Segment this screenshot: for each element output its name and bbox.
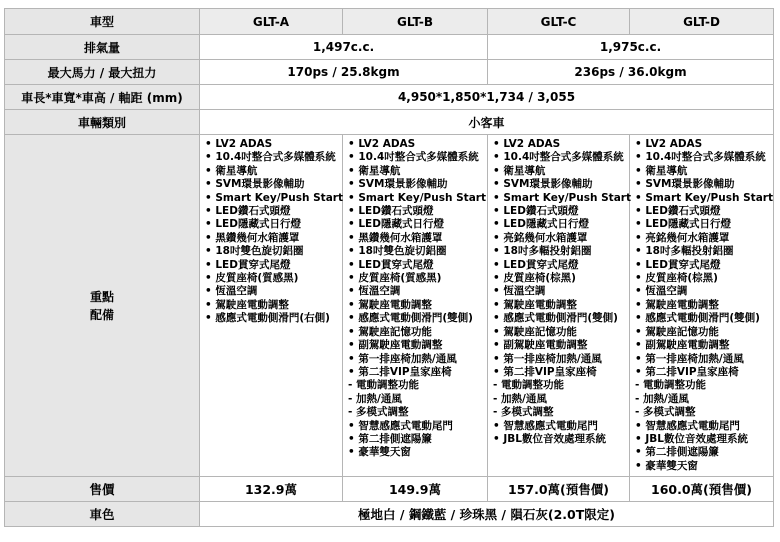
category-row <box>5 110 774 135</box>
feature-item: • 衛星導航 <box>493 164 546 177</box>
feature-item: • Smart Key/Push Start <box>635 191 773 204</box>
feature-item: • 駕駛座電動調整 <box>635 298 719 311</box>
displacement-a-b: 1,497c.c. <box>200 35 488 60</box>
feature-item: • 副駕駛座電動調整 <box>348 339 443 352</box>
feature-item: • 皮質座椅(質感黑) <box>205 272 299 285</box>
feature-item: • 感應式電動側滑門(雙側) <box>493 312 618 325</box>
feature-item: • 第二排VIP皇家座椅 <box>348 365 452 378</box>
displacement-c-d: 1,975c.c. <box>488 35 774 60</box>
dimensions-label: 車長*車寬*車高 / 軸距 (mm) <box>5 85 200 110</box>
feature-item: • 亮銘幾何水箱護罩 <box>635 231 730 244</box>
feature-item: • 皮質座椅(棕黑) <box>493 272 576 285</box>
feature-item: - 加熱/通風 <box>348 392 402 405</box>
features-c <box>488 135 630 477</box>
feature-item: • 智慧感應式電動尾門 <box>635 419 740 432</box>
feature-item: • 10.4吋整合式多媒體系統 <box>348 151 479 164</box>
feature-item: - 多模式調整 <box>635 406 696 419</box>
feature-item: • 第二排側遮陽簾 <box>348 432 432 445</box>
power-c-d: 236ps / 36.0kgm <box>488 60 774 85</box>
dimensions-value: 4,950*1,850*1,734 / 3,055 <box>200 85 774 110</box>
model-label: 車型 <box>5 9 200 35</box>
features-label <box>5 135 200 477</box>
feature-item: • 感應式電動側滑門(右側) <box>205 312 330 325</box>
feature-item: • 豪華雙天窗 <box>635 459 698 472</box>
feature-item: • 第二排VIP皇家座椅 <box>493 365 597 378</box>
feature-item: • 智慧感應式電動尾門 <box>348 419 453 432</box>
feature-item: • SVM環景影像輔助 <box>493 178 593 191</box>
feature-item: • 皮質座椅(質感黑) <box>348 272 442 285</box>
feature-item: • Smart Key/Push Start <box>348 191 486 204</box>
header-row <box>5 9 774 35</box>
features-b <box>343 135 488 477</box>
feature-item: • 18吋多輻投射鋁圈 <box>493 245 592 258</box>
category-label: 車輛類別 <box>5 110 200 135</box>
feature-item: • 副駕駛座電動調整 <box>635 339 730 352</box>
feature-item: • 感應式電動側滑門(雙側) <box>635 312 760 325</box>
feature-item: • LV2 ADAS <box>493 138 561 150</box>
spec-table <box>4 8 774 527</box>
colors-label: 車色 <box>5 502 200 527</box>
price-a: 132.9萬 <box>200 477 343 502</box>
feature-item: • 駕駛座電動調整 <box>348 298 432 311</box>
feature-item: • 駕駛座電動調整 <box>205 298 289 311</box>
feature-item: • LED隱藏式日行燈 <box>635 218 731 231</box>
feature-item: • 18吋多輻投射鋁圈 <box>635 245 734 258</box>
feature-item: • LED鑽石式頭燈 <box>348 205 434 218</box>
feature-item: • LED隱藏式日行燈 <box>493 218 589 231</box>
feature-item: • 駕駛座電動調整 <box>493 298 577 311</box>
feature-item: • 衛星導航 <box>348 164 401 177</box>
feature-item: • 亮銘幾何水箱護罩 <box>493 231 588 244</box>
feature-item: • 駕駛座記憶功能 <box>493 325 577 338</box>
model-header-d: GLT-D <box>630 9 774 35</box>
price-b: 149.9萬 <box>343 477 488 502</box>
feature-item: • LED貫穿式尾燈 <box>348 258 434 271</box>
feature-item: • SVM環景影像輔助 <box>348 178 448 191</box>
feature-item: • 衛星導航 <box>635 164 688 177</box>
feature-item: • LED鑽石式頭燈 <box>205 205 291 218</box>
category-value: 小客車 <box>200 110 774 135</box>
feature-item: • 黑鑽幾何水箱護罩 <box>205 231 300 244</box>
feature-item: • LED隱藏式日行燈 <box>348 218 444 231</box>
feature-item: • 10.4吋整合式多媒體系統 <box>635 151 766 164</box>
feature-item: • 第二排側遮陽簾 <box>635 446 719 459</box>
feature-item: • 第二排VIP皇家座椅 <box>635 365 739 378</box>
displacement-label: 排氣量 <box>5 35 200 60</box>
features-a <box>200 135 343 477</box>
feature-item: • 恆溫空調 <box>635 285 688 298</box>
model-header-c: GLT-C <box>488 9 630 35</box>
feature-item: • 恆溫空調 <box>348 285 401 298</box>
feature-item: • LED鑽石式頭燈 <box>493 205 579 218</box>
price-label: 售價 <box>5 477 200 502</box>
feature-item: • 恆溫空調 <box>493 285 546 298</box>
feature-item: • LED貫穿式尾燈 <box>205 258 291 271</box>
model-header-b: GLT-B <box>343 9 488 35</box>
feature-item: • 皮質座椅(棕黑) <box>635 272 718 285</box>
price-d: 160.0萬(預售價) <box>630 477 774 502</box>
feature-item: • LV2 ADAS <box>635 138 703 150</box>
feature-item: - 加熱/通風 <box>493 392 547 405</box>
feature-item: • 衛星導航 <box>205 164 258 177</box>
features-label-line2: 配備 <box>89 307 114 322</box>
feature-item: • 第一排座椅加熱/通風 <box>493 352 602 365</box>
feature-item: • JBL數位音效處理系統 <box>635 432 748 445</box>
feature-item: - 多模式調整 <box>348 406 409 419</box>
features-row <box>5 135 774 477</box>
feature-item: • SVM環景影像輔助 <box>635 178 735 191</box>
feature-item: • Smart Key/Push Start <box>493 191 631 204</box>
feature-item: • 恆溫空調 <box>205 285 258 298</box>
feature-item: • 10.4吋整合式多媒體系統 <box>493 151 624 164</box>
feature-item: • 黑鑽幾何水箱護罩 <box>348 231 443 244</box>
feature-item: • 副駕駛座電動調整 <box>493 339 588 352</box>
features-d <box>630 135 774 477</box>
feature-item: - 電動調整功能 <box>635 379 707 392</box>
feature-item: • LV2 ADAS <box>348 138 416 150</box>
feature-item: • LED隱藏式日行燈 <box>205 218 301 231</box>
feature-item: • 智慧感應式電動尾門 <box>493 419 598 432</box>
colors-value: 極地白 / 鋼鐵藍 / 珍珠黑 / 隕石灰(2.0T限定) <box>200 502 774 527</box>
model-header-a: GLT-A <box>200 9 343 35</box>
power-label: 最大馬力 / 最大扭力 <box>5 60 200 85</box>
power-a-b: 170ps / 25.8kgm <box>200 60 488 85</box>
feature-item: - 多模式調整 <box>493 406 554 419</box>
feature-item: • 駕駛座記憶功能 <box>348 325 432 338</box>
dimensions-row <box>5 85 774 110</box>
feature-item: - 電動調整功能 <box>493 379 565 392</box>
feature-item: - 電動調整功能 <box>348 379 420 392</box>
feature-item: • 第一排座椅加熱/通風 <box>348 352 457 365</box>
feature-item: • SVM環景影像輔助 <box>205 178 305 191</box>
feature-item: • 18吋雙色旋切鋁圈 <box>348 245 447 258</box>
feature-item: • 感應式電動側滑門(雙側) <box>348 312 473 325</box>
feature-item: • JBL數位音效處理系統 <box>493 432 606 445</box>
displacement-row <box>5 35 774 60</box>
feature-item: • 第一排座椅加熱/通風 <box>635 352 744 365</box>
power-row <box>5 60 774 85</box>
feature-item: - 加熱/通風 <box>635 392 689 405</box>
feature-item: • LED貫穿式尾燈 <box>493 258 579 271</box>
feature-item: • LV2 ADAS <box>205 138 273 150</box>
feature-item: • 10.4吋整合式多媒體系統 <box>205 151 336 164</box>
feature-item: • Smart Key/Push Start <box>205 191 343 204</box>
price-row <box>5 477 774 502</box>
feature-item: • 18吋雙色旋切鋁圈 <box>205 245 304 258</box>
feature-item: • LED貫穿式尾燈 <box>635 258 721 271</box>
price-c: 157.0萬(預售價) <box>488 477 630 502</box>
feature-item: • 豪華雙天窗 <box>348 446 411 459</box>
colors-row <box>5 502 774 527</box>
features-label-line1: 重點 <box>89 289 114 304</box>
feature-item: • 駕駛座記憶功能 <box>635 325 719 338</box>
feature-item: • LED鑽石式頭燈 <box>635 205 721 218</box>
